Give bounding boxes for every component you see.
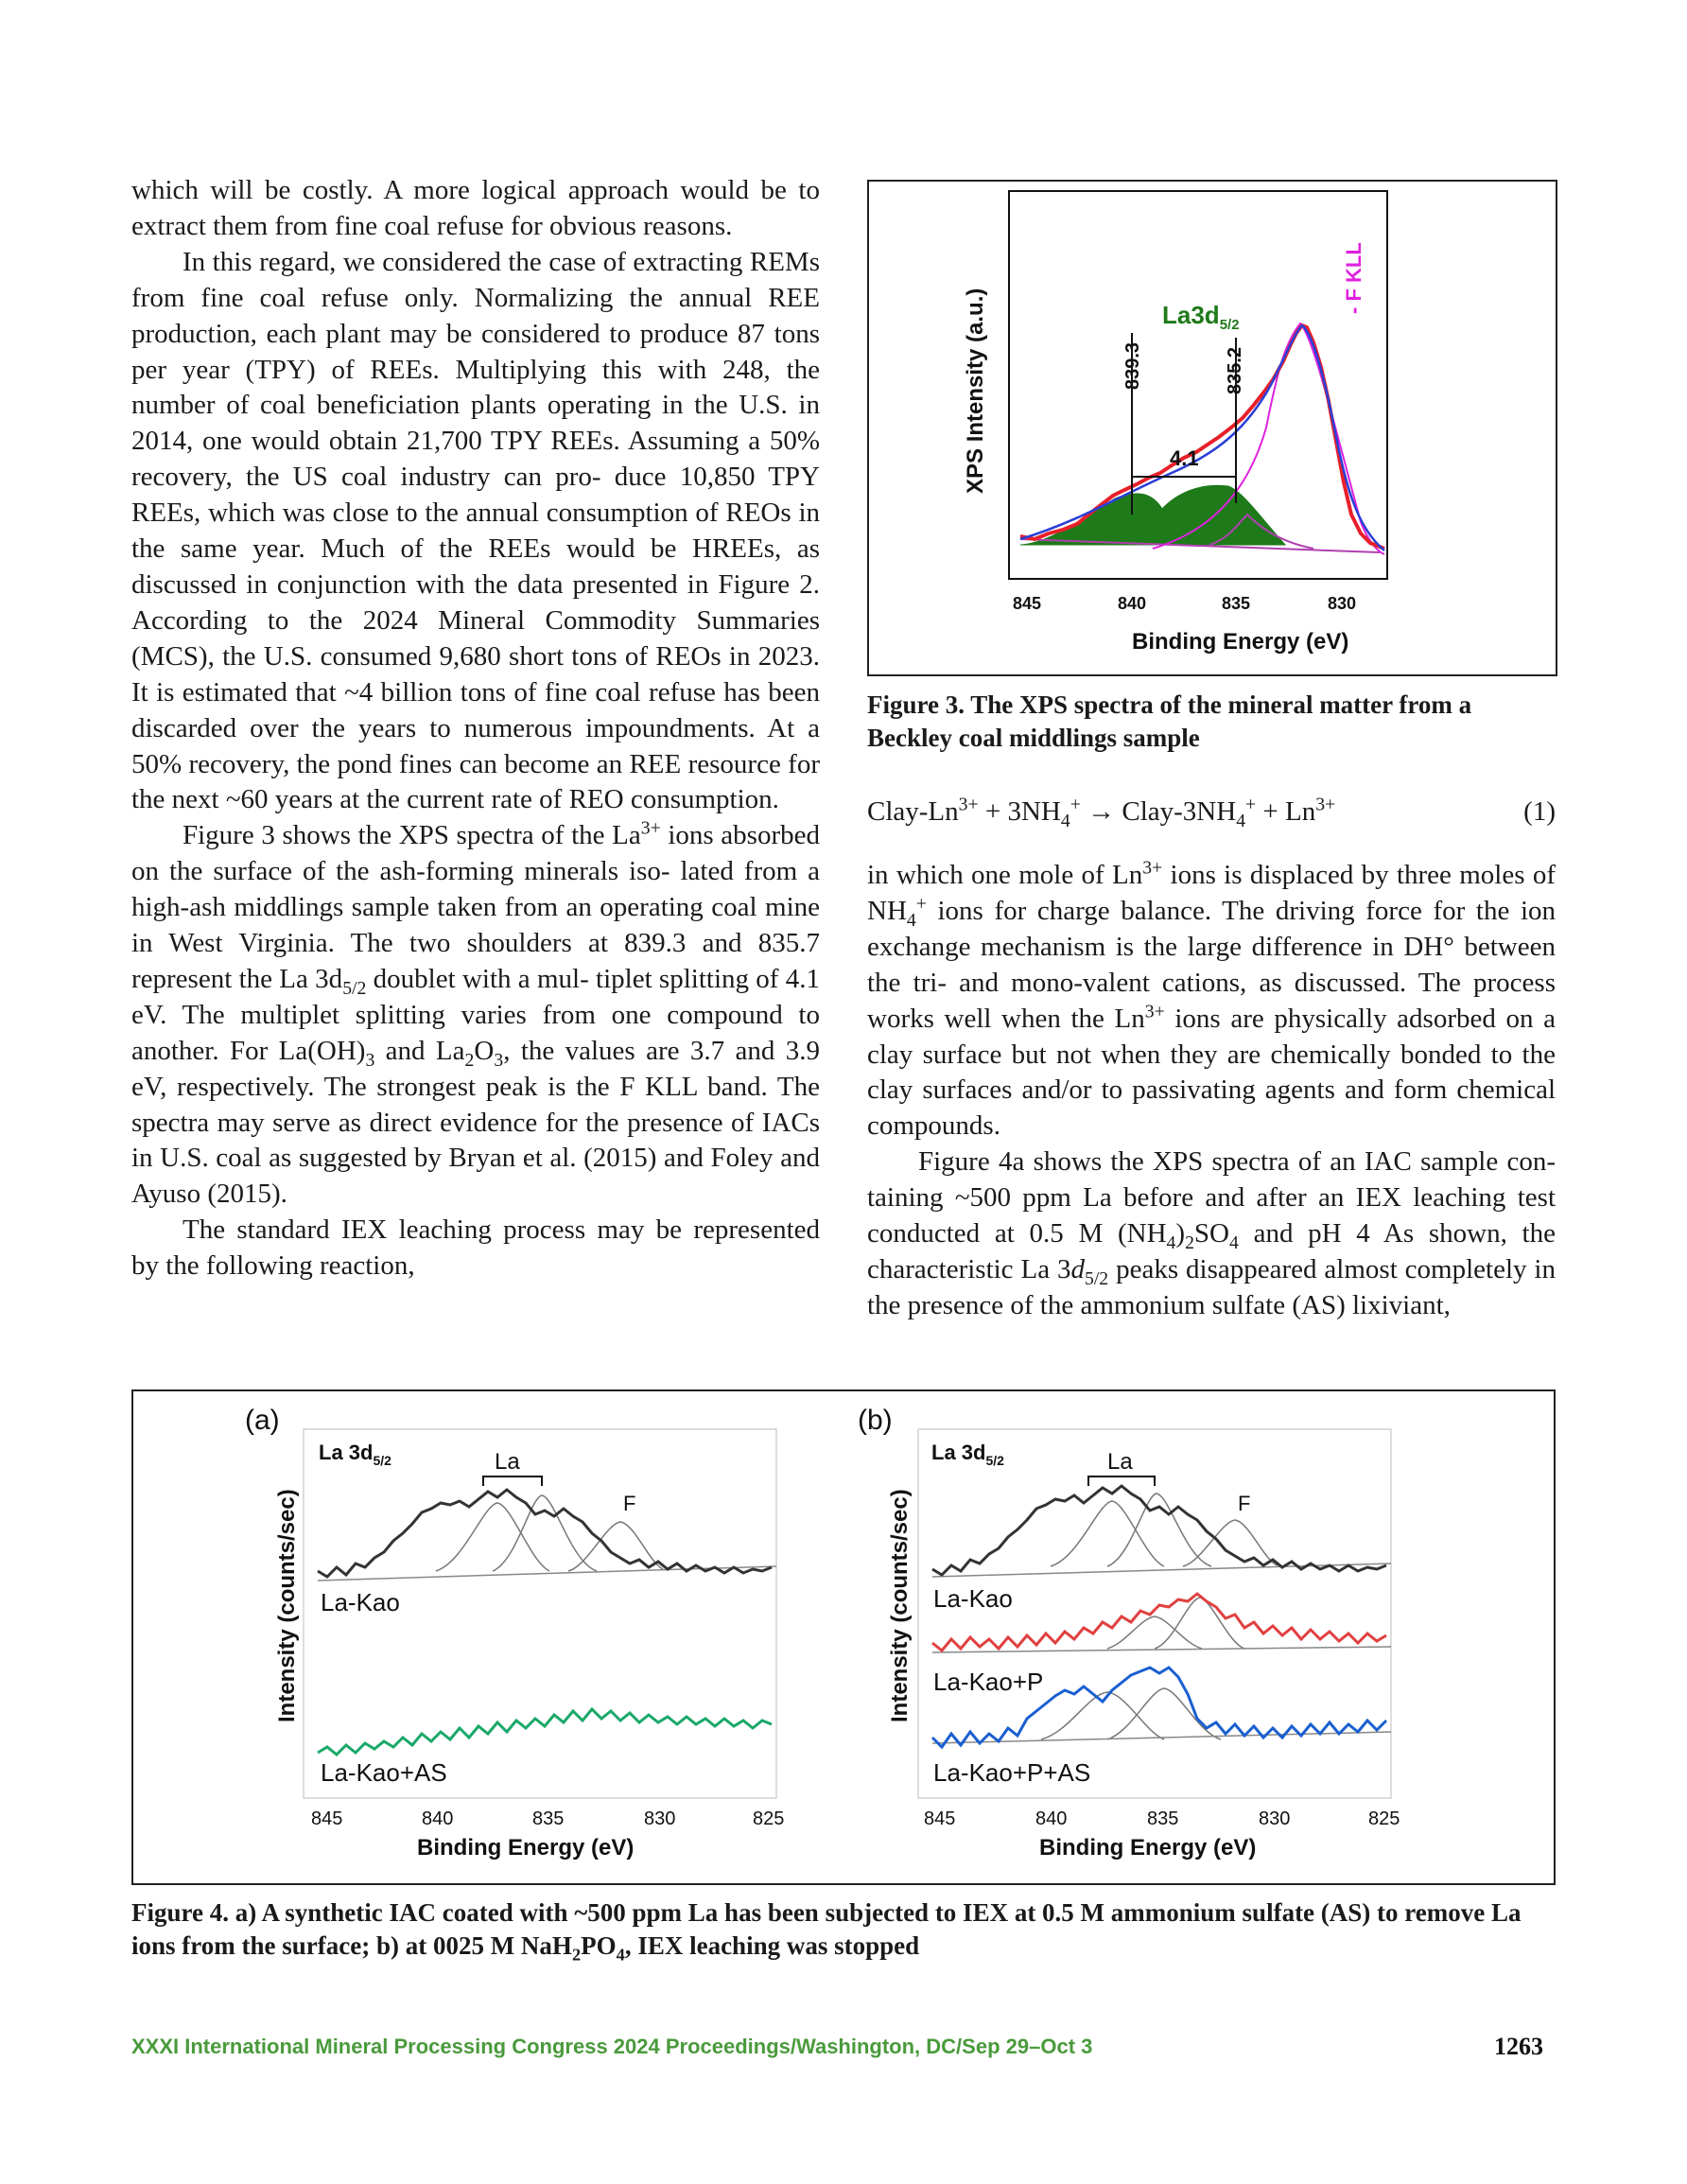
figure-3-plot bbox=[869, 182, 1556, 674]
marker-839-label: 839.3 bbox=[1122, 341, 1143, 390]
x-ticks bbox=[1013, 594, 1356, 613]
tick: 830 bbox=[1259, 1808, 1291, 1829]
series-label: La-Kao+AS bbox=[321, 1758, 447, 1787]
la-label: La bbox=[495, 1449, 520, 1475]
paragraph: in which one mole of $Ln^{3+}$ ions is displaced by three moles of $NH_4^+$ ions for charge balance. The driving force for the ion exchange mechanism is the large difference in DH° between the tri- and mono-valent cations, as discussed. The process works well when the $Ln^{3+}$ ions are physically adsorbed on a clay surface but not when they are chemically bonded to the clay surfaces and/or to passivating agents and form chemical compounds. bbox=[867, 857, 1556, 1142]
tick: 845 bbox=[1013, 594, 1042, 613]
tick: 830 bbox=[1328, 594, 1357, 613]
tick: 845 bbox=[311, 1808, 343, 1829]
x-axis-label: Binding Energy (eV) bbox=[1039, 1835, 1257, 1861]
paragraph: The standard IEX leaching process may be represented by the following reaction, bbox=[131, 1214, 820, 1282]
f-label: F bbox=[1238, 1492, 1251, 1515]
figure-3-caption: Figure 3. The XPS spectra of the mineral matter from a Beckley coal middlings sample bbox=[867, 690, 1472, 752]
splitting-label: 4.1 bbox=[1170, 446, 1199, 470]
tick: 825 bbox=[753, 1808, 785, 1829]
left-column bbox=[131, 173, 820, 1284]
series-label: La-Kao+P bbox=[933, 1668, 1044, 1696]
tick: 835 bbox=[1222, 594, 1251, 613]
panel-a-tag: (a) bbox=[245, 1405, 280, 1436]
panel-b-title: La $3d_{5/2}$ bbox=[931, 1441, 1004, 1468]
y-axis-label: Intensity (counts/sec) bbox=[887, 1489, 913, 1722]
series-la-kao bbox=[932, 1486, 1386, 1575]
tick: 840 bbox=[1035, 1808, 1068, 1829]
series-la-kao-as bbox=[318, 1709, 772, 1755]
equation-number: (1) bbox=[1523, 796, 1556, 827]
tick: 845 bbox=[924, 1808, 956, 1829]
x-ticks bbox=[924, 1808, 1400, 1829]
panel-a-title: La $3d_{5/2}$ bbox=[319, 1441, 391, 1468]
marker-835-label: 835.2 bbox=[1225, 346, 1245, 394]
figure-3 bbox=[867, 180, 1557, 676]
fkll-label: - F KLL bbox=[1342, 242, 1365, 314]
x-axis-label: Binding Energy (eV) bbox=[1132, 629, 1349, 655]
panel-b bbox=[858, 1405, 1400, 1861]
tick: 840 bbox=[422, 1808, 454, 1829]
equation-1: Clay-$Ln^{3+} + 3NH_4^+$ → Clay-$3NH_4^+ + Ln^{3+}$ (1) bbox=[867, 794, 1556, 831]
paragraph: Figure 4a shows the XPS spectra of an IAC sample con- taining ~500 ppm La before and after an IEX leaching test conducted at 0.5 M $(NH_4)_2SO_4$ and pH 4 As shown, the characteristic La $3d_{5/2}$ peaks disappeared almost completely in the presence of the ammonium sulfate (AS) lixiviant, bbox=[867, 1146, 1556, 1320]
paragraph: Figure 3 shows the XPS spectra of the $La^{3+}$ ions absorbed on the surface of the ash-forming minerals iso- lated from a high-ash middlings sample taken from an operating coal mine in West Virginia. The two shoulders at 839.3 and 835.7 represent the La $3d_{5/2}$ doublet with a mul- tiplet splitting of 4.1 eV. The multiplet splitting varies from one compound to another. For $La(OH)_3$ and $La_2O_3$, the values are 3.7 and 3.9 eV, respectively. The strongest peak is the F KLL band. The spectra may serve as direct evidence for the presence of IACs in U.S. coal as suggested by Bryan et al. (2015) and Foley and Ayuso (2015). bbox=[131, 817, 821, 1210]
figure-4-caption: Figure 4. a) A synthetic IAC coated with ~500 ppm La has been subjected to IEX at 0.5 M ammonium sulfate (AS) to remove La ions from the surface; b) at 0025 M $NaH_2PO_4$, IEX leaching was stopped bbox=[131, 1898, 1522, 1965]
tick: 830 bbox=[644, 1808, 676, 1829]
series-label: La-Kao+P+AS bbox=[933, 1758, 1091, 1787]
panel-b-tag: (b) bbox=[858, 1405, 893, 1436]
f-label: F bbox=[623, 1492, 636, 1515]
figure-4 bbox=[131, 1389, 1556, 1885]
tick: 840 bbox=[1118, 594, 1147, 613]
figure-4-plot bbox=[133, 1391, 1554, 1883]
paragraph: which will be costly. A more logical approach would be to extract them from fine coal refuse for obvious reasons. bbox=[131, 175, 820, 241]
tick: 835 bbox=[1147, 1808, 1179, 1829]
paragraph: In this regard, we considered the case of extracting REMs from fine coal refuse only. Normalizing the annual REE production, each plant may be considered to produce 87 tons per year (TPY) of REEs. Multiplying this with 248, the number of coal beneficiation plants operating in the U.S. in 2014, one would obtain 21,700 TPY REEs. Assuming a 50% recovery, the US coal industry can pro- duce 10,850 TPY REEs, which was close to the annual consumption of REOs in the same year. Much of the REEs would be HREEs, as discussed in conjunction with the data presented in Figure 2. According to the 2024 Mineral Commodity Summaries (MCS), the U.S. consumed 9,680 short tons of REOs in 2023. It is estimated that ~4 billion tons of fine coal refuse has been discarded over the years to numerous impoundments. At a 50% recovery, the pond fines can become an REE resource for the next ~60 years at the current rate of REO consumption. bbox=[131, 246, 820, 815]
x-ticks bbox=[311, 1808, 784, 1829]
peak-label: $La3d_{5/2}$ bbox=[1162, 301, 1240, 333]
panel-a bbox=[245, 1405, 784, 1861]
series-label: La-Kao bbox=[933, 1584, 1013, 1613]
peak-839 bbox=[1020, 485, 1285, 545]
footer-proceedings: XXXI International Mineral Processing Congress 2024 Proceedings/Washington, DC/Sep 29–Oct 3 bbox=[131, 2035, 1093, 2058]
x-axis-label: Binding Energy (eV) bbox=[417, 1835, 635, 1861]
page-number: 1263 bbox=[1494, 2033, 1543, 2060]
tick: 835 bbox=[532, 1808, 565, 1829]
la-label: La bbox=[1107, 1449, 1133, 1475]
y-axis-label: XPS Intensity (a.u.) bbox=[963, 288, 988, 494]
series-la-kao bbox=[318, 1490, 772, 1577]
right-column bbox=[867, 858, 1556, 1324]
y-axis-label: Intensity (counts/sec) bbox=[274, 1489, 300, 1722]
series-label: La-Kao bbox=[321, 1588, 400, 1616]
tick: 825 bbox=[1368, 1808, 1400, 1829]
